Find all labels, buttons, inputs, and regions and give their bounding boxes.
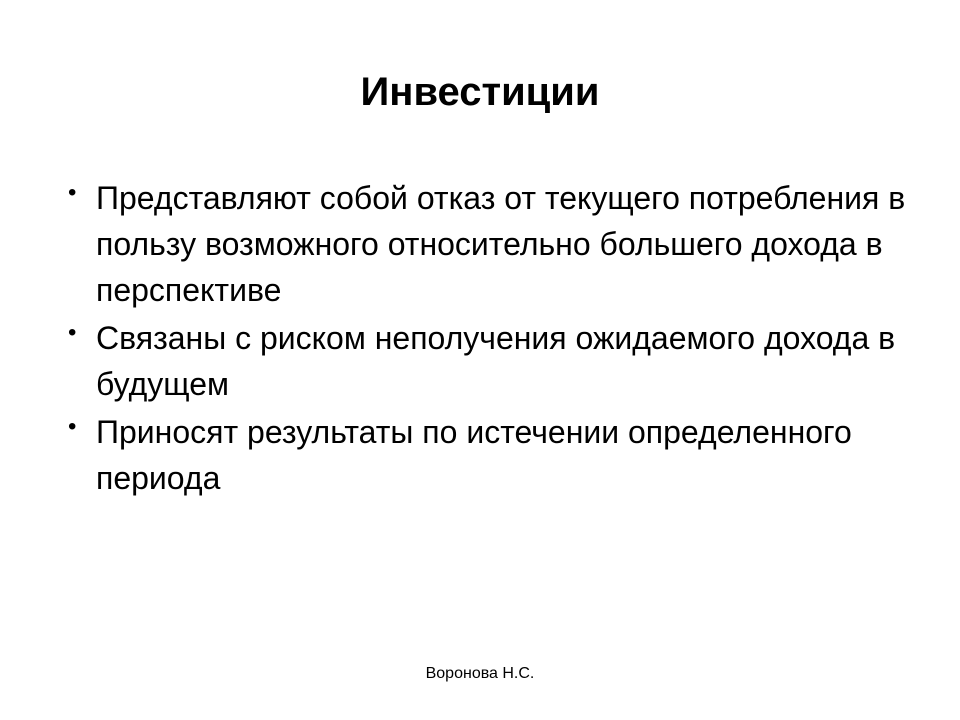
bullet-text: Связаны с риском неполучения ожидаемого дохода в будущем xyxy=(96,320,896,402)
bullet-item xyxy=(60,175,920,313)
bullet-text: Приносят результаты по истечении определенного периода xyxy=(96,414,852,496)
bullet-list xyxy=(60,175,920,503)
footer-author: Воронова Н.С. xyxy=(425,665,535,682)
slide-title: Инвестиции xyxy=(360,70,600,114)
bullet-marker: • xyxy=(68,179,77,206)
bullet-text: Представляют собой отказ от текущего потребления в пользу возможного относительно большего дохода в перспективе xyxy=(96,180,906,308)
bullet-item xyxy=(60,315,920,407)
bullet-marker: • xyxy=(68,319,77,346)
bullet-marker: • xyxy=(68,413,77,440)
bullet-item xyxy=(60,409,920,501)
